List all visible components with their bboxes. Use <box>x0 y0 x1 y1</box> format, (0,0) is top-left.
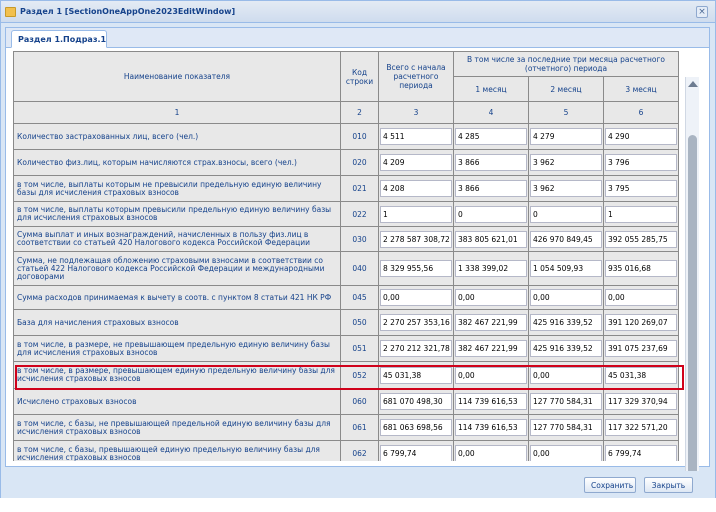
month-3-input[interactable]: 6 799,74 <box>605 445 677 461</box>
month-2-input[interactable]: 425 916 339,52 <box>530 314 602 331</box>
row-name: в том числе, в размере, не превышающем предельную единую величину базы для исчисления страховых взносов <box>14 336 341 362</box>
column-number: 2 <box>341 102 379 124</box>
header-month-3: 3 месяц <box>604 77 679 102</box>
grid-container <box>13 51 679 461</box>
table-row <box>14 124 679 150</box>
month-3-input[interactable]: 117 329 370,94 <box>605 393 677 410</box>
month-3-input[interactable]: 1 <box>605 206 677 223</box>
table-row <box>14 415 679 441</box>
row-name: Сумма расходов принимаемая к вычету в соотв. с пунктом 8 статьи 421 НК РФ <box>14 286 341 310</box>
row-code: 021 <box>341 176 379 202</box>
total-input[interactable]: 0,00 <box>380 289 452 306</box>
row-052-highlight-box <box>15 365 684 390</box>
column-number: 6 <box>604 102 679 124</box>
month-2-input[interactable]: 425 916 339,52 <box>530 340 602 357</box>
month-2-input[interactable]: 3 962 <box>530 154 602 171</box>
save-button[interactable]: Сохранить <box>584 477 636 493</box>
column-number: 5 <box>529 102 604 124</box>
month-1-input[interactable]: 114 739 616,53 <box>455 393 527 410</box>
total-input[interactable]: 6 799,74 <box>380 445 452 461</box>
header-total: Всего с начала расчетного периода <box>379 52 454 102</box>
table-row <box>14 252 679 286</box>
month-2-input[interactable]: 3 962 <box>530 180 602 197</box>
row-code: 010 <box>341 124 379 150</box>
month-1-input[interactable]: 3 866 <box>455 154 527 171</box>
row-code: 040 <box>341 252 379 286</box>
month-3-input[interactable]: 3 795 <box>605 180 677 197</box>
month-1-input[interactable]: 4 285 <box>455 128 527 145</box>
month-2-input[interactable]: 0,00 <box>530 289 602 306</box>
total-input[interactable]: 4 208 <box>380 180 452 197</box>
total-input[interactable]: 681 070 498,30 <box>380 393 452 410</box>
row-code: 045 <box>341 286 379 310</box>
total-input[interactable]: 1 <box>380 206 452 223</box>
row-name: Сумма, не подлежащая обложению страховыми взносами в соответствии со статьей 422 Налогового кодекса Российской Федерации и международными договорами <box>14 252 341 286</box>
month-1-input[interactable]: 0 <box>455 206 527 223</box>
header-name: Наименование показателя <box>14 52 341 102</box>
table-row <box>14 176 679 202</box>
month-1-input[interactable]: 0,00 <box>455 367 527 384</box>
month-1-input[interactable]: 382 467 221,99 <box>455 340 527 357</box>
month-1-input[interactable]: 383 805 621,01 <box>455 231 527 248</box>
row-name: Исчислено страховых взносов <box>14 389 341 415</box>
month-3-input[interactable]: 0,00 <box>605 289 677 306</box>
row-name: Количество физ.лиц, которым начисляются страх.взносы, всего (чел.) <box>14 150 341 176</box>
header-month-2: 2 месяц <box>529 77 604 102</box>
row-code: 030 <box>341 227 379 252</box>
vertical-scrollbar[interactable] <box>685 77 699 491</box>
total-input[interactable]: 45 031,38 <box>380 367 452 384</box>
total-input[interactable]: 8 329 955,56 <box>380 260 452 277</box>
window-title: Раздел 1 [SectionOneAppOne2023EditWindow] <box>20 7 236 16</box>
month-2-input[interactable]: 426 970 849,45 <box>530 231 602 248</box>
scroll-thumb[interactable] <box>688 135 697 475</box>
table-row <box>14 310 679 336</box>
month-1-input[interactable]: 114 739 616,53 <box>455 419 527 436</box>
row-name: в том числе, с базы, не превышающей предельной единую величину базы для исчисления страховых взносов <box>14 415 341 441</box>
row-code: 022 <box>341 202 379 227</box>
total-input[interactable]: 681 063 698,56 <box>380 419 452 436</box>
column-number: 1 <box>14 102 341 124</box>
window-app-icon <box>5 7 16 17</box>
row-code: 060 <box>341 389 379 415</box>
month-3-input[interactable]: 3 796 <box>605 154 677 171</box>
total-input[interactable]: 2 270 212 321,78 <box>380 340 452 357</box>
month-1-input[interactable]: 1 338 399,02 <box>455 260 527 277</box>
total-input[interactable]: 4 209 <box>380 154 452 171</box>
month-2-input[interactable]: 4 279 <box>530 128 602 145</box>
row-name: в том числе, выплаты которым превысили предельную единую величину базы для исчисления страховых взносов <box>14 202 341 227</box>
header-month-1: 1 месяц <box>454 77 529 102</box>
month-1-input[interactable]: 0,00 <box>455 445 527 461</box>
table-row <box>14 286 679 310</box>
table-row <box>14 441 679 462</box>
tab-strip <box>6 28 709 48</box>
row-name: База для начисления страховых взносов <box>14 310 341 336</box>
column-number: 4 <box>454 102 529 124</box>
row-name: Количество застрахованных лиц, всего (чел.) <box>14 124 341 150</box>
window-close-icon[interactable]: × <box>696 6 708 18</box>
column-number: 3 <box>379 102 454 124</box>
table-row <box>14 389 679 415</box>
total-input[interactable]: 2 270 257 353,16 <box>380 314 452 331</box>
month-3-input[interactable]: 392 055 285,75 <box>605 231 677 248</box>
window-footer <box>1 471 715 498</box>
row-code: 052 <box>341 362 379 389</box>
table-row <box>14 150 679 176</box>
window-titlebar[interactable] <box>1 1 715 23</box>
indicators-table <box>13 51 679 461</box>
month-3-input[interactable]: 391 075 237,69 <box>605 340 677 357</box>
tab-section-1-subsection-1[interactable]: Раздел 1.Подраз.1 <box>11 30 107 48</box>
row-name: в том числе, выплаты которым не превысили предельную единую величину базы для исчисления страховых взносов <box>14 176 341 202</box>
close-button[interactable]: Закрыть <box>644 477 693 493</box>
scroll-up-arrow-icon[interactable] <box>688 81 698 87</box>
month-1-input[interactable]: 0,00 <box>455 289 527 306</box>
month-3-input[interactable]: 391 120 269,07 <box>605 314 677 331</box>
tab-panel <box>5 27 710 467</box>
row-code: 062 <box>341 441 379 462</box>
row-name: в том числе, с базы, превышающей единую предельную величину базы для исчисления страховых взносов <box>14 441 341 462</box>
month-3-input[interactable]: 4 290 <box>605 128 677 145</box>
month-2-input[interactable]: 1 054 509,93 <box>530 260 602 277</box>
month-2-input[interactable]: 0 <box>530 206 602 223</box>
table-row <box>14 336 679 362</box>
month-3-input[interactable]: 117 322 571,20 <box>605 419 677 436</box>
month-2-input[interactable]: 127 770 584,31 <box>530 419 602 436</box>
row-name: в том числе, в размере, превышающем единую предельную величину базы для исчисления страховых взносов <box>14 362 341 389</box>
table-row <box>14 202 679 227</box>
total-input[interactable]: 2 278 587 308,72 <box>380 231 452 248</box>
month-1-input[interactable]: 3 866 <box>455 180 527 197</box>
table-row <box>14 227 679 252</box>
month-3-input[interactable]: 45 031,38 <box>605 367 677 384</box>
header-group: В том числе за последние три месяца расчетного (отчетного) периода <box>454 52 679 77</box>
month-2-input[interactable]: 0,00 <box>530 367 602 384</box>
header-code: Код строки <box>341 52 379 102</box>
row-code: 051 <box>341 336 379 362</box>
month-1-input[interactable]: 382 467 221,99 <box>455 314 527 331</box>
row-name: Сумма выплат и иных вознаграждений, начисленных в пользу физ.лиц в соответствии со статьей 420 Налогового кодекса Российской Федерации <box>14 227 341 252</box>
month-3-input[interactable]: 935 016,68 <box>605 260 677 277</box>
month-2-input[interactable]: 0,00 <box>530 445 602 461</box>
row-code: 061 <box>341 415 379 441</box>
row-code: 050 <box>341 310 379 336</box>
row-code: 020 <box>341 150 379 176</box>
month-2-input[interactable]: 127 770 584,31 <box>530 393 602 410</box>
total-input[interactable]: 4 511 <box>380 128 452 145</box>
